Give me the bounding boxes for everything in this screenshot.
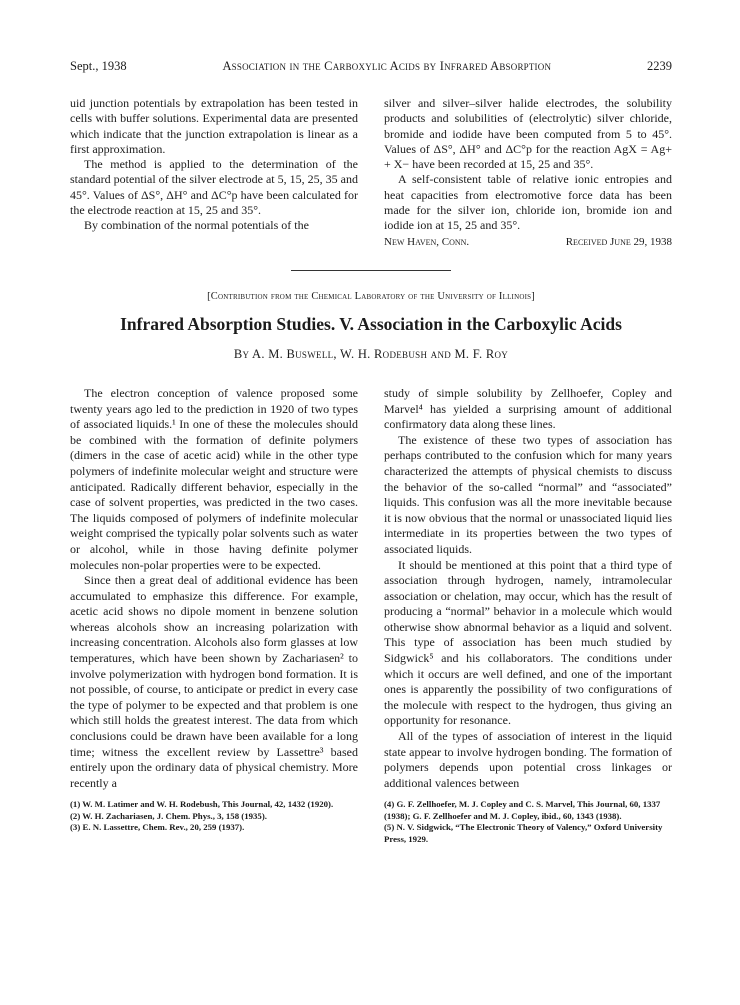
author-byline: By A. M. Buswell, W. H. Rodebush and M. F. Roy xyxy=(233,346,509,361)
contribution-line: [Contribution from the Chemical Laboratory of the University of Illinois] xyxy=(207,290,535,302)
paragraph: It should be mentioned at this point that a third type of association through hydrogen, namely, intramolecular association or chelation, may occur, which has the result of producing a “normal” behavior in a molecule which would otherwise show abnormal behavior as a liquid and solvent. This type of association has been much studied by Sidgwick⁵ and his collaborators. The conditions under which it occurs are well defined, and one of the important ones is apparently the possibility of two configurations of the molecule with respect to the hydrogen, thus giving an opportunity for resonance. xyxy=(384,557,672,728)
paragraph: The existence of these two types of association has perhaps contributed to the confusion which for many years characterized the attempts of physical chemists to discuss the behavior of the so-called “normal” and “associated” liquids. This confusion was all the more inevitable because it is now obvious that the normal or unassociated liquid lies intermediate in its properties between the two types of associated liquids. xyxy=(384,432,672,556)
running-title: Association in the Carboxylic Acids by Infrared Absorption xyxy=(222,59,552,73)
footnote: (4) G. F. Zellhoefer, M. J. Copley and C. S. Marvel, This Journal, 60, 1337 (1938); G. F. Zellhoefer and M. J. Copley, ibid., 60, 1343 (1938). xyxy=(384,799,661,821)
paragraph: Since then a great deal of additional evidence has been accumulated to emphasize this difference. For example, acetic acid shows no dipole moment in benzene solution whereas alcohols show an increasing polarization with increasing concentration. Alcohols also form glasses at low temperatures, which have been shown by Zachariasen² to involve polymerization with hydrogen bond formation. It is not possible, of course, to anticipate or predict in every case the type of polymer to be expected and that problem is one which still holds the greatest interest. The data from which conclusions could be drawn have been available for a long time; witness the excellent review by Lassettre³ based entirely upon the ordinary data of physical chemistry. More recently a xyxy=(70,573,358,790)
paragraph: The method is applied to the determination of the standard potential of the silver electrode at 5, 15, 25, 35 and 45°. Values of ΔS°, ΔH° and ΔC°p have been calculated for the electrode reaction at 15, 25 and 35°. xyxy=(70,157,358,218)
paragraph: A self-consistent table of relative ionic entropies and heat capacities from electromotive force data has been made for the silver ion, chloride ion, bromide ion and iodide ion at 15, 25 and 35°. xyxy=(384,172,672,233)
previous-article-right-column xyxy=(384,96,672,250)
paragraph: uid junction potentials by extrapolation has been tested in cells with buffer solutions. Experimental data are presented which indicate that the junction extrapolation is linear as a first approximation. xyxy=(70,96,358,156)
page-number: 2239 xyxy=(647,59,672,73)
section-divider xyxy=(291,270,451,271)
paragraph: silver and silver–silver halide electrodes, the solubility products and solubilities of (electrolytic) silver chloride, bromide and iodide have been computed from 5 to 45°. Values of ΔS°, ΔH° and ΔC°p for the reaction AgX = Ag+ + X− have been recorded at 15, 25 and 35°. xyxy=(384,96,672,172)
paragraph: The electron conception of valence proposed some twenty years ago led to the prediction in 1920 of two types of associated liquids.¹ In one of these the molecules should be combined with the formation of definite polymers (dimers in the case of acetic acid) while in the other type polymers of indefinite molecular weight and structure were anticipated. Radically different behavior, especially in the case of solvent properties, was predicted in the two cases. The liquids composed of polymers of indefinite molecular weight comprised the typically polar solvents such as water or alcohol, while in those having definite polymer molecules non-polar properties were to be expected. xyxy=(70,385,358,572)
previous-article-summary xyxy=(70,96,672,250)
footnote: (1) W. M. Latimer and W. H. Rodebush, This Journal, 42, 1432 (1920). xyxy=(70,799,334,810)
footnote: (5) N. V. Sidgwick, “The Electronic Theory of Valency,” Oxford University Press, 1929. xyxy=(384,822,663,844)
article-title: Infrared Absorption Studies. V. Association in the Carboxylic Acids xyxy=(120,313,622,334)
footnote: (2) W. H. Zachariasen, J. Chem. Phys., 3, 158 (1935). xyxy=(70,810,267,821)
footnote: (3) E. N. Lassettre, Chem. Rev., 20, 259 (1937). xyxy=(70,822,245,833)
footnotes-left xyxy=(70,799,358,834)
previous-article-left-column xyxy=(70,96,358,250)
article-left-column xyxy=(70,386,358,845)
article-right-column xyxy=(384,386,672,845)
paragraph: All of the types of association of interest in the liquid state appear to involve hydrogen bonding. The formation of polymers depends upon potential cross linkages or additional valences between xyxy=(384,729,672,790)
running-head xyxy=(70,58,672,74)
signoff xyxy=(384,235,672,250)
paragraph: study of simple solubility by Zellhoefer, Copley and Marvel⁴ has yielded a surprising amount of additional confirmatory data along these lines. xyxy=(384,385,672,432)
issue-date: Sept., 1938 xyxy=(70,59,127,73)
article-body xyxy=(70,386,672,845)
location: New Haven, Conn. xyxy=(384,235,470,248)
received-date: Received June 29, 1938 xyxy=(565,235,672,248)
footnotes-right xyxy=(384,799,672,845)
paragraph: By combination of the normal potentials of the xyxy=(84,218,309,233)
